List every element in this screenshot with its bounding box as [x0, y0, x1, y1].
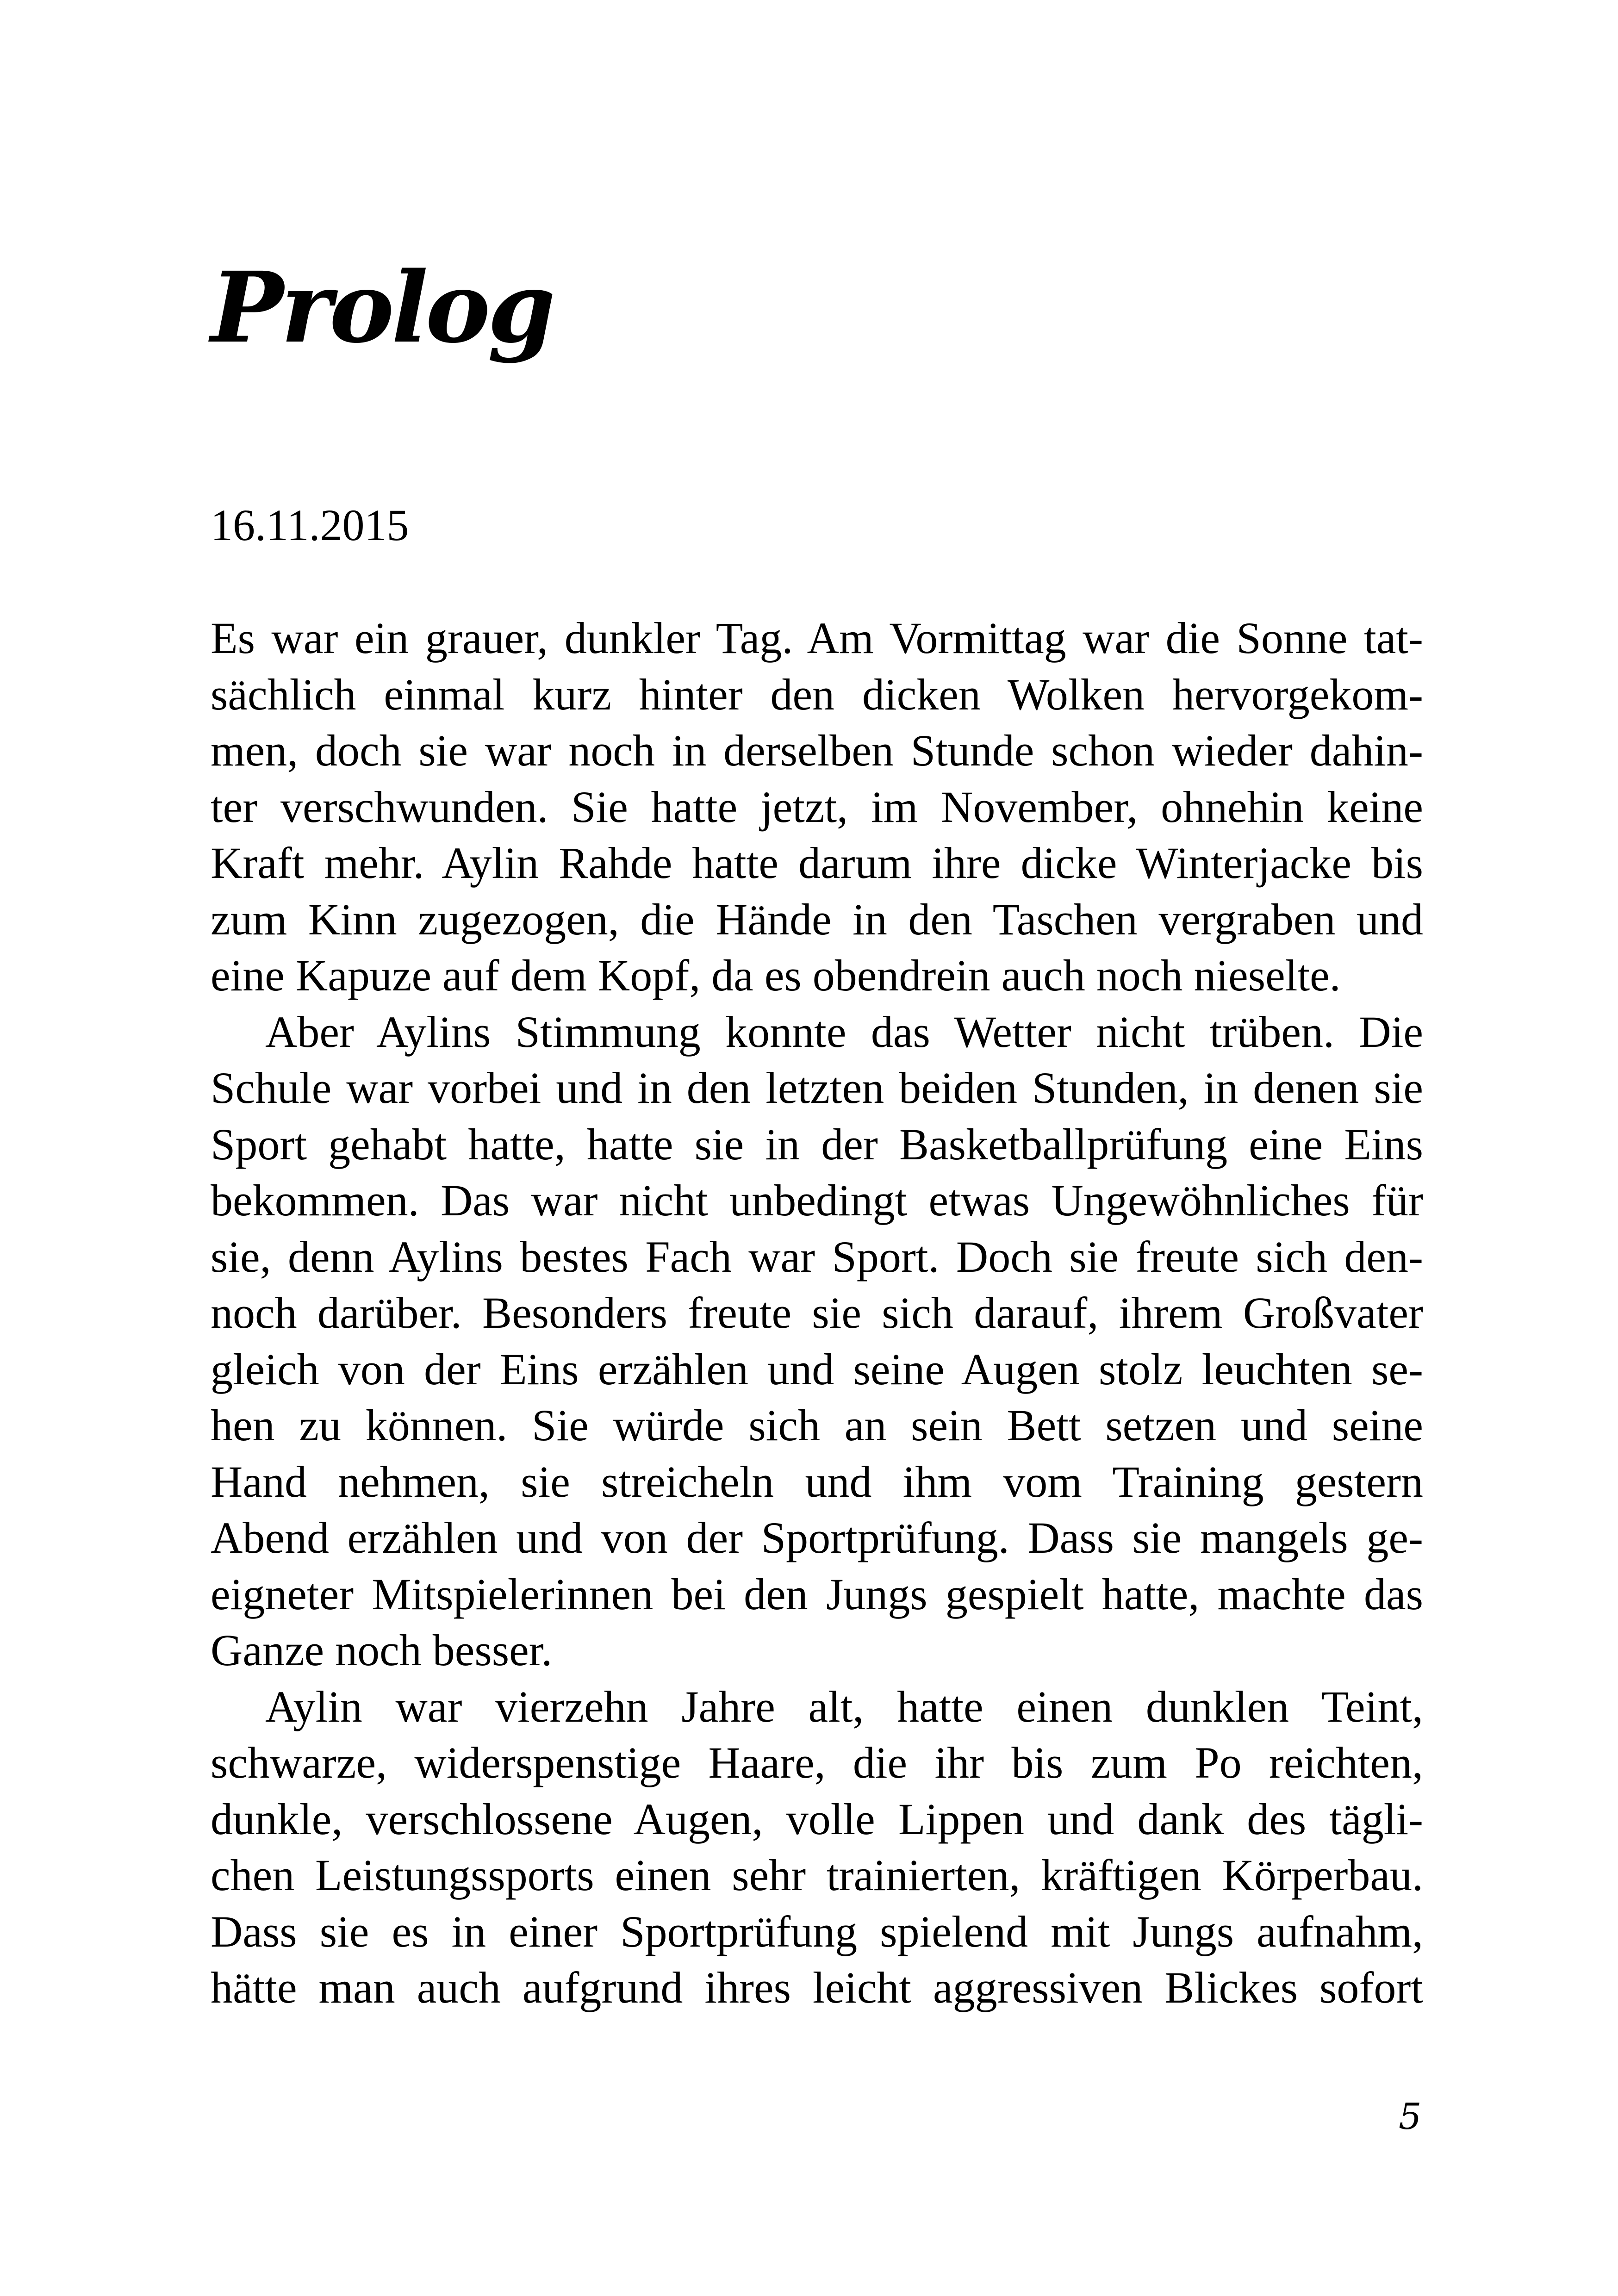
text-line: hen zu können. Sie würde sich an sein Bett setzen und seine: [211, 1400, 1423, 1450]
text-line: zum Kinn zugezogen, die Hände in den Taschen vergraben und: [211, 894, 1423, 944]
text-line: dunkle, verschlossene Augen, volle Lippen und dank des tägli-: [211, 1794, 1423, 1844]
text-line: noch darüber. Besonders freute sie sich darauf, ihrem Großvater: [211, 1288, 1423, 1338]
text-line: sächlich einmal kurz hinter den dicken Wolken hervorgekom-: [211, 669, 1423, 719]
chapter-title: Prolog: [211, 250, 553, 365]
text-line: eine Kapuze auf dem Kopf, da es obendrein auch noch nieselte.: [211, 951, 1341, 1000]
text-line: bekommen. Das war nicht unbedingt etwas Ungewöhnliches für: [211, 1176, 1423, 1225]
text-line: Ganze noch besser.: [211, 1625, 553, 1675]
text-line: gleich von der Eins erzählen und seine Augen stolz leuchten se-: [211, 1344, 1423, 1394]
text-line: Es war ein grauer, dunkler Tag. Am Vormittag war die Sonne tat-: [211, 613, 1423, 663]
text-line: sie, denn Aylins bestes Fach war Sport. Doch sie freute sich den-: [211, 1232, 1423, 1282]
text-line: Schule war vorbei und in den letzten beiden Stunden, in denen sie: [211, 1063, 1423, 1113]
paragraph-1: [211, 610, 1423, 1004]
text-line: men, doch sie war noch in derselben Stunde schon wieder dahin-: [211, 726, 1423, 775]
text-line: schwarze, widerspenstige Haare, die ihr bis zum Po reichten,: [211, 1738, 1423, 1787]
text-line: Sport gehabt hatte, hatte sie in der Basketballprüfung eine Eins: [211, 1119, 1423, 1169]
paragraph-2: [211, 1004, 1423, 1679]
text-line: hätte man auch aufgrund ihres leicht aggressiven Blickes sofort: [211, 1963, 1423, 2012]
text-line: Aber Aylins Stimmung konnte das Wetter nicht trüben. Die: [265, 1007, 1423, 1057]
text-line: Aylin war vierzehn Jahre alt, hatte einen dunklen Teint,: [265, 1681, 1423, 1731]
page-number: 5: [1399, 2096, 1422, 2138]
text-line: ter verschwunden. Sie hatte jetzt, im November, ohnehin keine: [211, 782, 1423, 832]
text-line: eigneter Mitspielerinnen bei den Jungs gespielt hatte, machte das: [211, 1569, 1423, 1619]
chapter-date: 16.11.2015: [211, 500, 409, 550]
text-line: chen Leistungssports einen sehr trainierten, kräftigen Körperbau.: [211, 1850, 1423, 1900]
text-line: Hand nehmen, sie streicheln und ihm vom Training gestern: [211, 1456, 1423, 1506]
text-line: Abend erzählen und von der Sportprüfung. Dass sie mangels ge-: [211, 1513, 1423, 1562]
text-line: Dass sie es in einer Sportprüfung spielend mit Jungs aufnahm,: [211, 1906, 1423, 1956]
text-line: Kraft mehr. Aylin Rahde hatte darum ihre dicke Winterjacke bis: [211, 838, 1423, 888]
paragraph-3: [211, 1679, 1423, 2016]
body-text: [211, 610, 1423, 2016]
